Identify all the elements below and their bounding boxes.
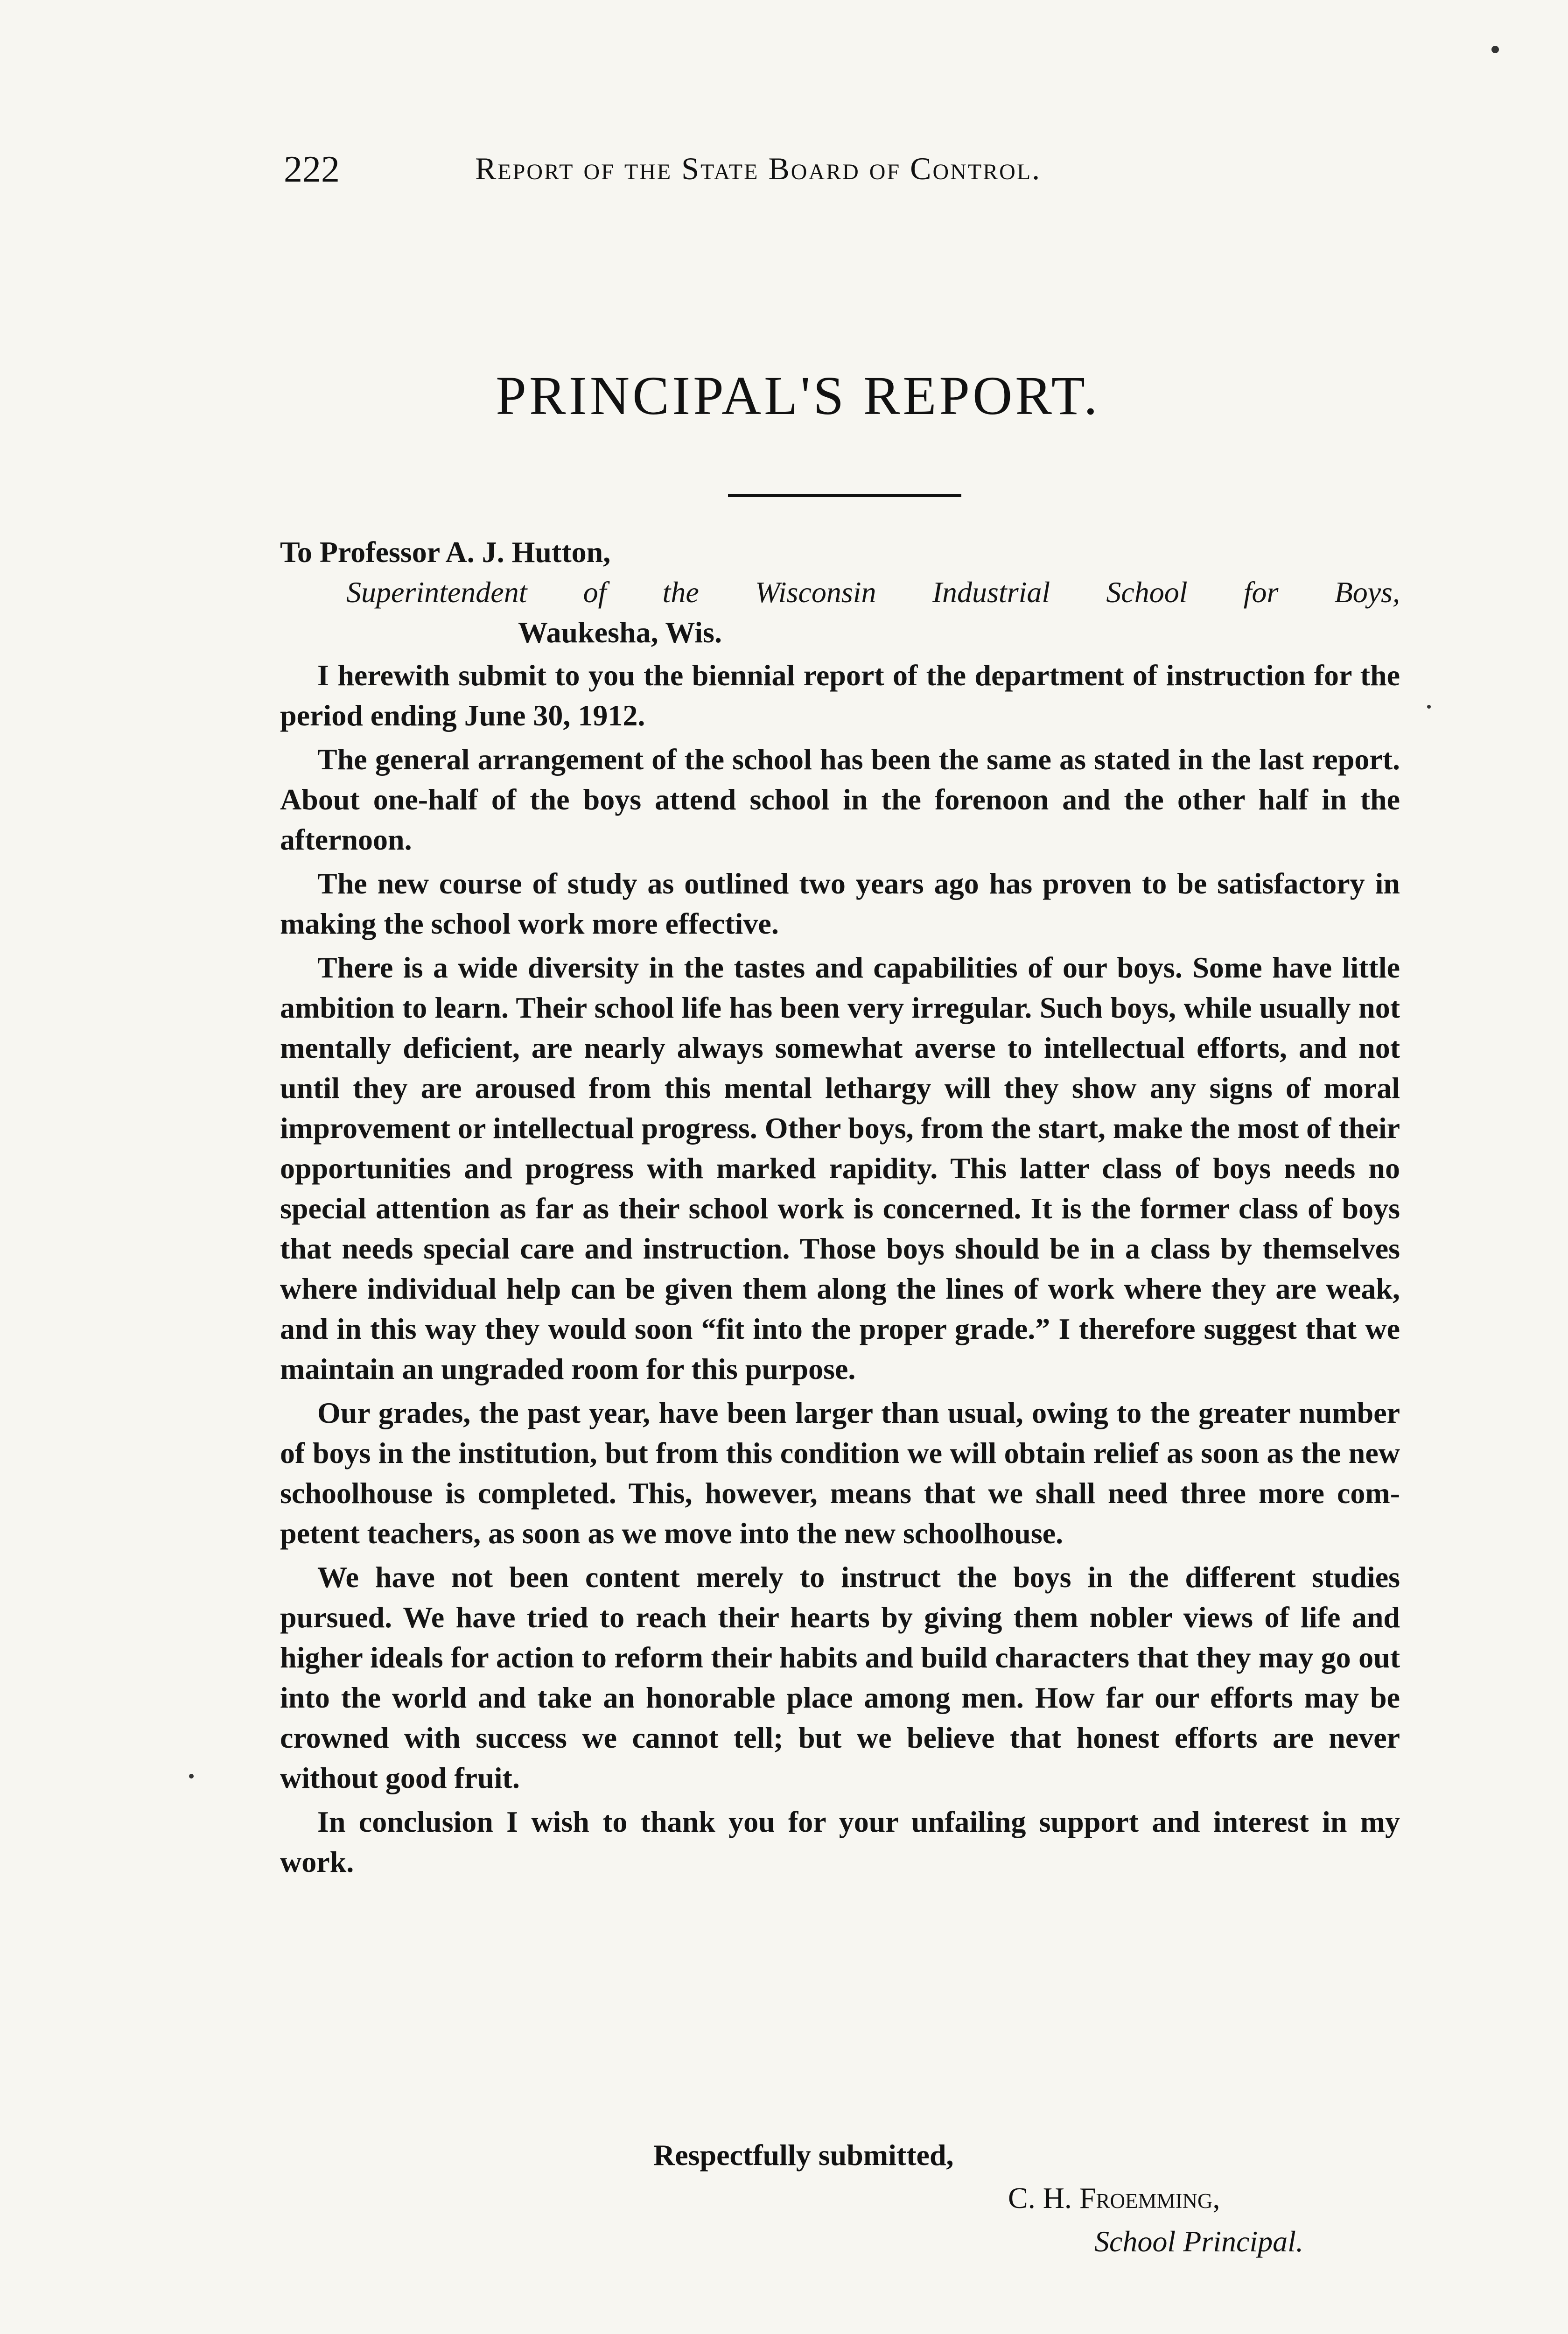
closing-salutation: Respectfully submitted,	[653, 2138, 954, 2172]
salutation-place: Waukesha, Wis.	[518, 616, 722, 649]
paragraph: There is a wide diversity in the tastes and capabilities of our boys. Some have little ambition to learn. Their school life has been very irregular. Such boys, while usually not mentally deficient, are nearly always somewhat averse to intellectual efforts, and not until they are aroused from this mental lethargy will they show any signs of moral improvement or intellectual progress. Other boys, from the start, make the most of their opportunities and progress with marked rapidity. This latter class of boys needs no special attention as far as their school work is concerned. It is the former class of boys that needs special care and instruction. Those boys should be in a class by themselves where individual help can be given them along the lines of work where they are weak, and in this way they would soon “fit into the proper grade.” I therefore suggest that we maintain an ungraded room for this purpose.	[280, 951, 1400, 1385]
paragraph: In conclusion I wish to thank you for your unfailing support and interest in my work.	[280, 1805, 1400, 1878]
letter-body	[280, 532, 1400, 1886]
paragraph: Our grades, the past year, have been larger than usual, owing to the greater number of boys in the institution, but from this condition we will obtain relief as soon as the new schoolhouse is completed. This, however, means that we shall need three more competent teachers, as soon as we move into the new schoolhouse.	[280, 1396, 1400, 1550]
paragraph: I herewith submit to you the biennial report of the department of instruction for the period ending June 30, 1912.	[280, 659, 1400, 732]
salutation-recipient: To Professor A. J. Hutton,	[280, 535, 611, 569]
print-speck	[1491, 46, 1499, 53]
salutation-superintendent: Superintendent of the Wisconsin Industrial School for Boys,	[346, 576, 1400, 609]
paragraph: The general arrangement of the school has been the same as stated in the last report. About one-half of the boys attend school in the forenoon and the other half in the afternoon.	[280, 743, 1400, 856]
signatory-title: School Principal.	[1094, 2225, 1303, 2258]
page-title: PRINCIPAL'S REPORT.	[496, 365, 1100, 426]
paragraph: We have not been content merely to instruct the boys in the different studies pursued. We have tried to reach their hearts by giving them nobler views of life and higher ideals for action to reform their habits and build characters that they may go out into the world and take an honorable place among men. How far our efforts may be crowned with success we cannot tell; but we believe that honest efforts are never without good fruit.	[280, 1561, 1400, 1794]
paragraph: The new course of study as outlined two years ago has proven to be satisfactory in making the school work more effective.	[280, 867, 1400, 940]
title-rule	[728, 494, 961, 497]
page-number: 222	[284, 149, 340, 190]
signatory-name: C. H. Froemming,	[1008, 2181, 1220, 2214]
print-speck	[189, 1774, 194, 1779]
print-speck	[1427, 705, 1431, 709]
running-head: Report of the State Board of Control.	[475, 151, 1042, 186]
